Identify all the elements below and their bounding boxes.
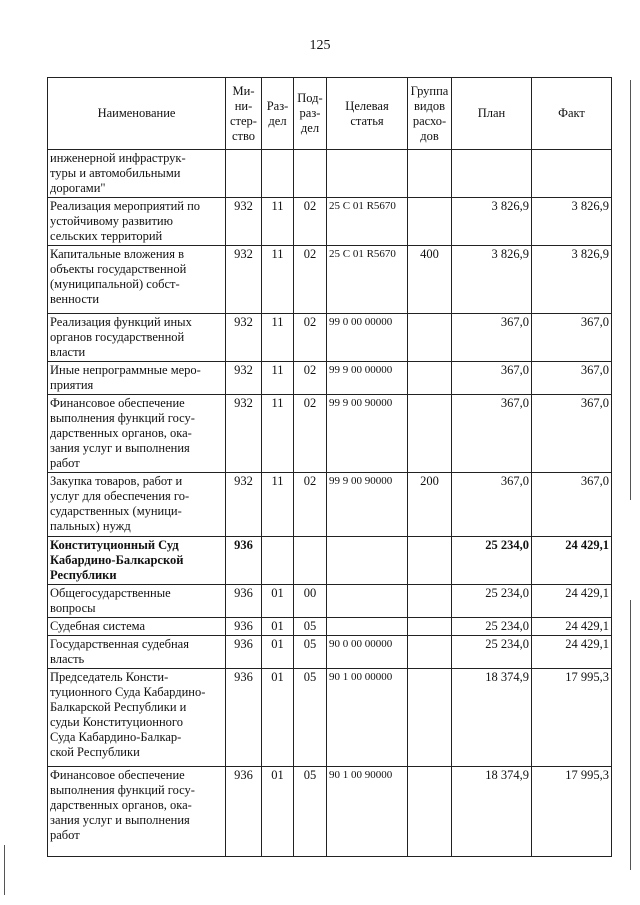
cell-plan: 367,0 bbox=[452, 314, 532, 362]
cell-ministry: 932 bbox=[226, 362, 262, 395]
cell-target bbox=[327, 150, 408, 198]
cell-expense-group bbox=[408, 314, 452, 362]
cell-ministry: 932 bbox=[226, 314, 262, 362]
table-row bbox=[48, 618, 612, 636]
cell-name: Финансовое обеспечение выполнения функций госу- дарственных органов, ока- зания услуг и выполнения работ bbox=[48, 767, 226, 857]
cell-fact: 17 995,3 bbox=[532, 669, 612, 767]
cell-name: Финансовое обеспечение выполнения функций госу- дарственных органов, ока- зания услуг и выполнения работ bbox=[48, 395, 226, 473]
left-margin-line bbox=[4, 845, 5, 895]
cell-target bbox=[327, 585, 408, 618]
cell-plan: 367,0 bbox=[452, 473, 532, 537]
cell-target: 90 0 00 00000 bbox=[327, 636, 408, 669]
cell-subsection: 05 bbox=[294, 636, 327, 669]
cell-expense-group bbox=[408, 636, 452, 669]
cell-plan: 25 234,0 bbox=[452, 585, 532, 618]
right-margin-line-lower bbox=[630, 600, 631, 870]
cell-subsection: 02 bbox=[294, 362, 327, 395]
cell-ministry: 936 bbox=[226, 669, 262, 767]
cell-fact: 24 429,1 bbox=[532, 585, 612, 618]
cell-target bbox=[327, 537, 408, 585]
cell-fact: 3 826,9 bbox=[532, 246, 612, 314]
cell-name: Общегосударственные вопросы bbox=[48, 585, 226, 618]
header-section: Раз- дел bbox=[262, 78, 294, 150]
header-target: Целевая статья bbox=[327, 78, 408, 150]
table-row bbox=[48, 395, 612, 473]
budget-table bbox=[47, 77, 612, 857]
table-row bbox=[48, 585, 612, 618]
cell-section: 01 bbox=[262, 767, 294, 857]
cell-name: Конституционный Суд Кабардино-Балкарской Республики bbox=[48, 537, 226, 585]
cell-fact: 367,0 bbox=[532, 473, 612, 537]
cell-ministry: 932 bbox=[226, 395, 262, 473]
cell-plan: 3 826,9 bbox=[452, 246, 532, 314]
table-row bbox=[48, 246, 612, 314]
cell-name: Реализация функций иных органов государственной власти bbox=[48, 314, 226, 362]
cell-plan: 25 234,0 bbox=[452, 636, 532, 669]
cell-target: 90 1 00 00000 bbox=[327, 669, 408, 767]
cell-plan: 3 826,9 bbox=[452, 198, 532, 246]
cell-ministry: 932 bbox=[226, 198, 262, 246]
cell-target: 99 9 00 90000 bbox=[327, 395, 408, 473]
cell-subsection: 02 bbox=[294, 246, 327, 314]
table-row bbox=[48, 669, 612, 767]
cell-section: 11 bbox=[262, 246, 294, 314]
cell-ministry: 936 bbox=[226, 537, 262, 585]
cell-fact bbox=[532, 150, 612, 198]
cell-subsection: 05 bbox=[294, 618, 327, 636]
cell-subsection bbox=[294, 150, 327, 198]
cell-section bbox=[262, 150, 294, 198]
cell-section: 11 bbox=[262, 362, 294, 395]
cell-target: 99 0 00 00000 bbox=[327, 314, 408, 362]
cell-expense-group: 200 bbox=[408, 473, 452, 537]
table-header-row bbox=[48, 78, 612, 150]
table-row bbox=[48, 473, 612, 537]
cell-plan: 25 234,0 bbox=[452, 537, 532, 585]
header-name: Наименование bbox=[48, 78, 226, 150]
cell-target: 25 С 01 R5670 bbox=[327, 198, 408, 246]
cell-ministry: 932 bbox=[226, 473, 262, 537]
header-fact: Факт bbox=[532, 78, 612, 150]
cell-subsection: 05 bbox=[294, 669, 327, 767]
cell-name: Иные непрограммные меро- приятия bbox=[48, 362, 226, 395]
cell-plan: 25 234,0 bbox=[452, 618, 532, 636]
cell-fact: 24 429,1 bbox=[532, 636, 612, 669]
cell-fact: 17 995,3 bbox=[532, 767, 612, 857]
cell-expense-group bbox=[408, 150, 452, 198]
cell-subsection: 02 bbox=[294, 198, 327, 246]
cell-name: Государственная судебная власть bbox=[48, 636, 226, 669]
cell-expense-group bbox=[408, 537, 452, 585]
cell-expense-group bbox=[408, 669, 452, 767]
cell-target: 90 1 00 90000 bbox=[327, 767, 408, 857]
cell-fact: 24 429,1 bbox=[532, 537, 612, 585]
cell-expense-group bbox=[408, 362, 452, 395]
cell-name: инженерной инфраструк- туры и автомобильными дорогами" bbox=[48, 150, 226, 198]
cell-subsection: 02 bbox=[294, 395, 327, 473]
cell-target: 99 9 00 90000 bbox=[327, 473, 408, 537]
cell-subsection: 02 bbox=[294, 473, 327, 537]
cell-fact: 367,0 bbox=[532, 395, 612, 473]
cell-section bbox=[262, 537, 294, 585]
cell-fact: 367,0 bbox=[532, 314, 612, 362]
cell-subsection: 02 bbox=[294, 314, 327, 362]
cell-expense-group bbox=[408, 618, 452, 636]
cell-name: Капитальные вложения в объекты государственной (муниципальной) собст- венности bbox=[48, 246, 226, 314]
table-row bbox=[48, 636, 612, 669]
cell-plan bbox=[452, 150, 532, 198]
cell-ministry: 936 bbox=[226, 585, 262, 618]
cell-ministry bbox=[226, 150, 262, 198]
cell-plan: 367,0 bbox=[452, 362, 532, 395]
cell-expense-group bbox=[408, 585, 452, 618]
cell-plan: 18 374,9 bbox=[452, 669, 532, 767]
cell-section: 11 bbox=[262, 473, 294, 537]
cell-target: 99 9 00 00000 bbox=[327, 362, 408, 395]
cell-fact: 367,0 bbox=[532, 362, 612, 395]
cell-section: 01 bbox=[262, 585, 294, 618]
cell-section: 01 bbox=[262, 636, 294, 669]
cell-expense-group bbox=[408, 395, 452, 473]
cell-expense-group: 400 bbox=[408, 246, 452, 314]
cell-name: Реализация мероприятий по устойчивому развитию сельских территорий bbox=[48, 198, 226, 246]
table-row bbox=[48, 767, 612, 857]
cell-expense-group bbox=[408, 198, 452, 246]
cell-target: 25 С 01 R5670 bbox=[327, 246, 408, 314]
table-row bbox=[48, 362, 612, 395]
cell-section: 11 bbox=[262, 314, 294, 362]
cell-target bbox=[327, 618, 408, 636]
table-row bbox=[48, 198, 612, 246]
table-row bbox=[48, 537, 612, 585]
cell-ministry: 936 bbox=[226, 618, 262, 636]
cell-name: Закупка товаров, работ и услуг для обеспечения го- сударственных (муници- пальных) нужд bbox=[48, 473, 226, 537]
header-subsection: Под- раз- дел bbox=[294, 78, 327, 150]
page-number: 125 bbox=[309, 38, 331, 53]
cell-section: 01 bbox=[262, 669, 294, 767]
cell-name: Председатель Консти- туционного Суда Кабардино- Балкарской Республики и судьи Конституционного Суда Кабардино-Балкар- ской Республики bbox=[48, 669, 226, 767]
cell-ministry: 932 bbox=[226, 246, 262, 314]
header-plan: План bbox=[452, 78, 532, 150]
cell-expense-group bbox=[408, 767, 452, 857]
table-row bbox=[48, 314, 612, 362]
cell-subsection bbox=[294, 537, 327, 585]
cell-fact: 24 429,1 bbox=[532, 618, 612, 636]
table-row bbox=[48, 150, 612, 198]
cell-plan: 18 374,9 bbox=[452, 767, 532, 857]
header-expense-group: Группа видов расхо- дов bbox=[408, 78, 452, 150]
right-margin-line bbox=[630, 80, 631, 500]
cell-ministry: 936 bbox=[226, 636, 262, 669]
cell-plan: 367,0 bbox=[452, 395, 532, 473]
cell-subsection: 00 bbox=[294, 585, 327, 618]
cell-name: Судебная система bbox=[48, 618, 226, 636]
cell-fact: 3 826,9 bbox=[532, 198, 612, 246]
cell-ministry: 936 bbox=[226, 767, 262, 857]
cell-section: 11 bbox=[262, 395, 294, 473]
header-ministry: Ми- ни- стер- ство bbox=[226, 78, 262, 150]
cell-section: 11 bbox=[262, 198, 294, 246]
cell-subsection: 05 bbox=[294, 767, 327, 857]
cell-section: 01 bbox=[262, 618, 294, 636]
